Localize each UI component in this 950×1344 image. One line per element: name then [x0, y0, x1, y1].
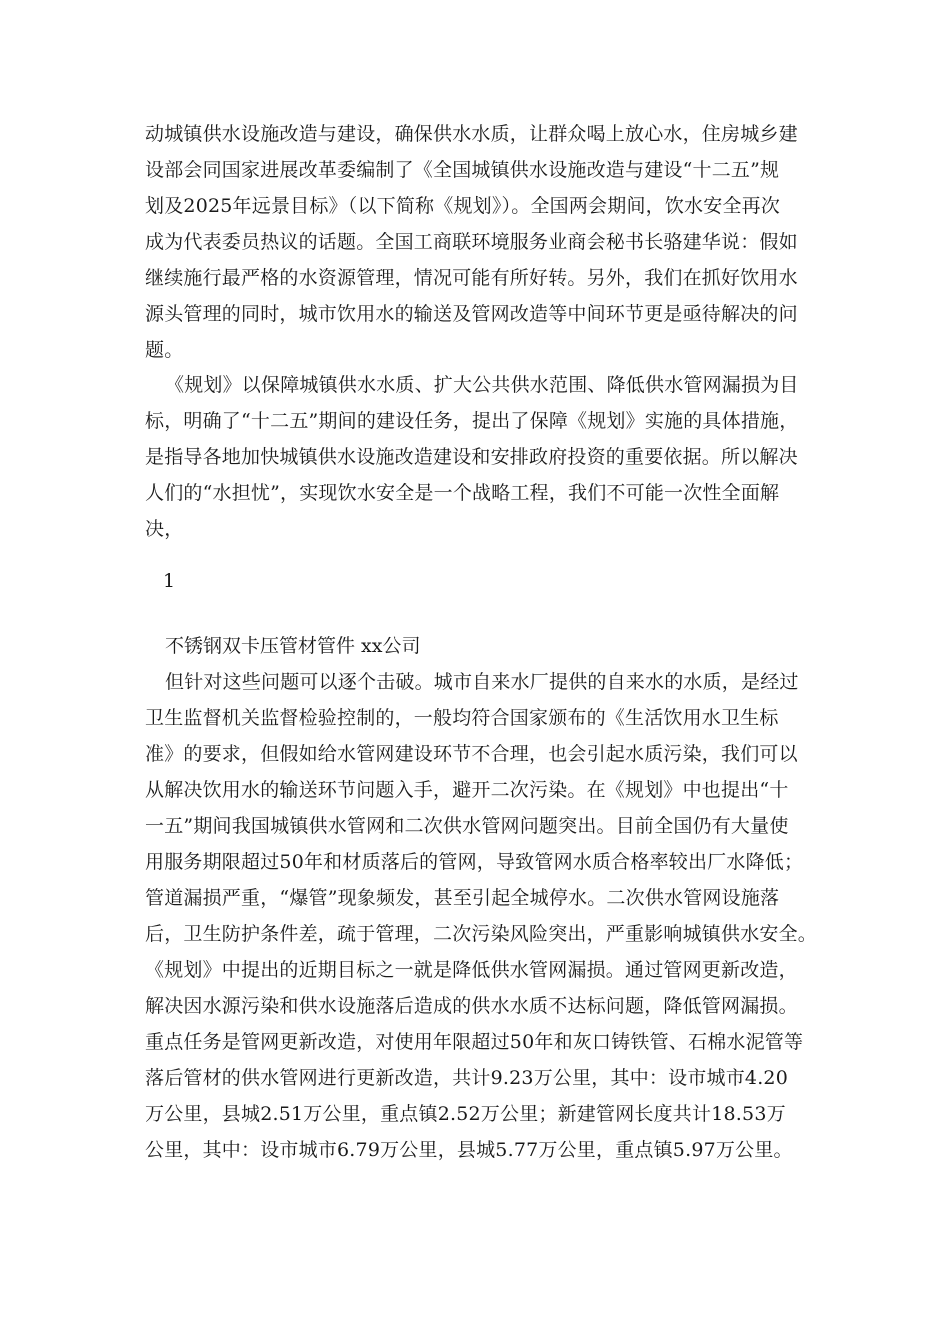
- text-line: 是指导各地加快城镇供水设施改造建设和安排政府投资的重要依据。所以解决: [145, 446, 798, 468]
- text-line: 动城镇供水设施改造与建设，确保供水水质，让群众喝上放心水，住房城乡建: [145, 123, 798, 145]
- text-line: 但针对这些问题可以逐个击破。城市自来水厂提供的自来水的水质，是经过: [165, 671, 799, 693]
- text-line: 决，: [145, 518, 184, 540]
- text-line: 标，明确了“十二五”期间的建设任务，提出了保障《规划》实施的具体措施，: [145, 410, 799, 432]
- text-line: 后，卫生防护条件差，疏于管理，二次污染风险突出，严重影响城镇供水安全。: [145, 923, 818, 945]
- text-line: 源头管理的同时，城市饮用水的输送及管网改造等中间环节更是亟待解决的问: [145, 303, 798, 325]
- text-line: 设部会同国家进展改革委编制了《全国城镇供水设施改造与建设“十二五”规: [145, 159, 780, 181]
- text-line: 重点任务是管网更新改造，对使用年限超过50年和灰口铸铁管、石棉水泥管等: [145, 1031, 804, 1053]
- text-line: 准》的要求，但假如给水管网建设环节不合理，也会引起水质污染，我们可以: [145, 743, 798, 765]
- text-line: 用服务期限超过50年和材质落后的管网，导致管网水质合格率较出厂水降低；: [145, 851, 804, 873]
- text-line: 人们的“水担忧”，实现饮水安全是一个战略工程，我们不可能一次性全面解: [145, 482, 780, 504]
- text-line: 从解决饮用水的输送环节问题入手，避开二次污染。在《规划》中也提出“十: [145, 779, 789, 801]
- text-line: 成为代表委员热议的话题。全国工商联环境服务业商会秘书长骆建华说：假如: [145, 231, 798, 253]
- text-line: 《规划》以保障城镇供水水质、扩大公共供水范围、降低供水管网漏损为目: [165, 374, 799, 396]
- text-line: 一五”期间我国城镇供水管网和二次供水管网问题突出。目前全国仍有大量使: [145, 815, 789, 837]
- text-line: 公里，其中：设市城市6.79万公里，县城5.77万公里，重点镇5.97万公里。: [145, 1139, 793, 1161]
- text-line: 《规划》中提出的近期目标之一就是降低供水管网漏损。通过管网更新改造，: [145, 959, 798, 981]
- page-number: 1: [163, 570, 176, 592]
- page-header: 不锈钢双卡压管材管件 xx公司: [165, 635, 421, 657]
- text-line: 题。: [145, 339, 184, 361]
- text-line: 解决因水源污染和供水设施落后造成的供水水质不达标问题，降低管网漏损。: [145, 995, 798, 1017]
- text-line: 继续施行最严格的水资源管理，情况可能有所好转。另外，我们在抓好饮用水: [145, 267, 798, 289]
- text-line: 万公里，县城2.51万公里，重点镇2.52万公里；新建管网长度共计18.53万: [145, 1103, 786, 1125]
- text-line: 划及2025年远景目标》（以下简称《规划》）。全国两会期间，饮水安全再次: [145, 195, 781, 217]
- text-line: 落后管材的供水管网进行更新改造，共计9.23万公里，其中：设市城市4.20: [145, 1067, 789, 1089]
- text-line: 管道漏损严重，“爆管”现象频发，甚至引起全城停水。二次供水管网设施落: [145, 887, 780, 909]
- text-line: 卫生监督机关监督检验控制的，一般均符合国家颁布的《生活饮用水卫生标: [145, 707, 779, 729]
